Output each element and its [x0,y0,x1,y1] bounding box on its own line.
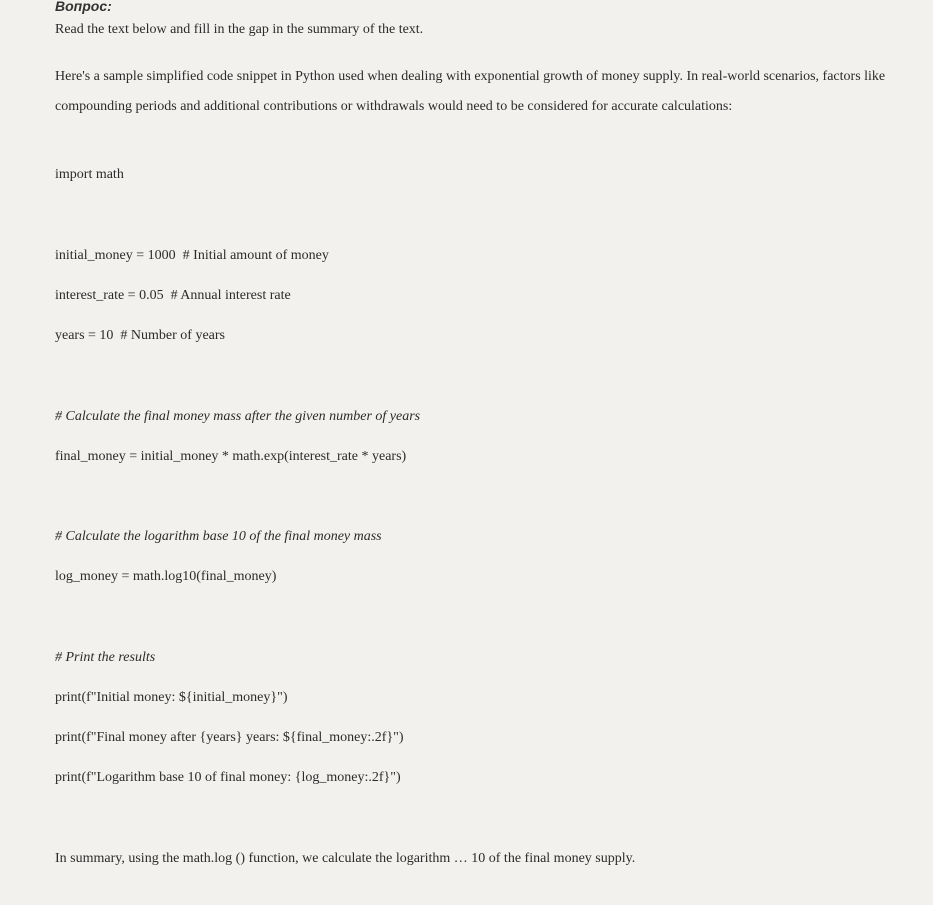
code-line-initial-money: initial_money = 1000 # Initial amount of money [55,248,329,263]
code-comment-final: # Calculate the final money mass after the given number of years [55,409,421,424]
question-label: Вопрос: [55,0,112,14]
code-line-print-log: print(f"Logarithm base 10 of final money: {log_money:.2f}") [55,770,401,785]
intro-paragraph: Here's a sample simplified code snippet in Python used when dealing with exponential growth of money supply. In real-world scenarios, factors like compounding periods and additional contributions or withdrawals would need to be considered for accurate calculations: [55,69,886,114]
code-line-final-money: final_money = initial_money * math.exp(interest_rate * years) [55,449,407,464]
code-line-import: import math [55,167,124,182]
code-line-years: years = 10 # Number of years [55,328,226,343]
code-line-print-final: print(f"Final money after {years} years: ${final_money:.2f}") [55,730,404,745]
summary-text: In summary, using the math.log () function, we calculate the logarithm … 10 of the final money supply. [55,851,636,866]
instruction-text: Read the text below and fill in the gap in the summary of the text. [55,22,424,37]
code-comment-print: # Print the results [55,650,156,665]
code-line-log-money: log_money = math.log10(final_money) [55,569,277,584]
code-line-print-initial: print(f"Initial money: ${initial_money}") [55,690,288,705]
code-comment-log: # Calculate the logarithm base 10 of the final money mass [55,529,382,544]
code-line-interest-rate: interest_rate = 0.05 # Annual interest rate [55,288,291,303]
